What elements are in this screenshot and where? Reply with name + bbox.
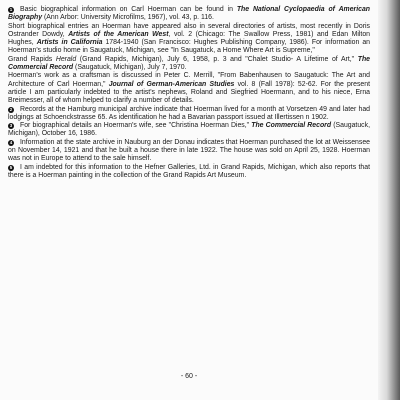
publication-title: The Commercial Record xyxy=(8,55,370,72)
endnote-paragraph xyxy=(8,122,370,139)
note-number-marker: 2 xyxy=(9,106,13,112)
publication-title: The National Cyclopaedia of American Biography xyxy=(8,6,370,22)
note-text: (Grand Rapids, Michigan), July 6, 1958, p. 3 and "Chalet Studio- A Lifetime of Art," xyxy=(76,55,358,63)
endnote-paragraph xyxy=(8,106,370,123)
note-text: Hoerman's work as a craftsman is discussed in Peter C. Merrill, "From Babenhausen to Saugatuck: The Art and Architecture of Carl Hoerman," xyxy=(8,72,370,88)
note-text: Basic biographical information on Carl Hoerman can be found in xyxy=(20,6,237,13)
note-text: (Saugatuck, Michigan), October 16, 1986. xyxy=(8,122,370,138)
endnote-paragraph xyxy=(8,72,370,105)
publication-title: The Commercial Record xyxy=(251,122,332,130)
page-number: - 60 - xyxy=(180,373,198,380)
endnote-paragraph xyxy=(8,6,370,23)
publication-title: Herald xyxy=(55,55,77,63)
note-number-marker: 4 xyxy=(9,139,13,145)
endnote-paragraph xyxy=(8,164,370,181)
note-number-marker: 1 xyxy=(9,7,13,12)
book-gutter-shadow xyxy=(378,0,400,400)
note-text: For biographical details an Hoerman's wife, see "Christina Hoerman Dies," xyxy=(20,122,252,130)
endnote-paragraph xyxy=(8,139,370,164)
note-text: Short biographical entries an Hoerman have appeared also in several directories of artists, most recently in Doris Ostrander Dowdy, xyxy=(8,22,370,38)
note-text: , vol. 2 (Chicago: The Swallow Press, 1981) and Edan Milton Hughes, xyxy=(8,30,370,47)
publication-title: Artists of the American West xyxy=(68,30,169,38)
note-number-marker: 5 xyxy=(9,164,13,170)
note-text: I am indebted for this information to the Hefner Galleries, Ltd. in Grand Rapids, Michigan, which also reports that there is a Hoerman painting in the collection of the Grand Rapids Art Museum. xyxy=(8,163,370,179)
note-text: Records at the Hamburg municipal archive indicate that Hoerman lived for a month at Vorsetzen 49 and later had lodgings at Schoenckstrasse 65. As identification he had a Bavarian passport issued at Illertissen n 1902. xyxy=(8,105,370,121)
note-text: Information at the state archive in Nauburg an der Donau indicates that Hoerman purchased the lot at Weissensee on November 14, 1921 and that he built a house there in late 1922. The house was sold on April 25, 1928. Hoerman was not in Europe to attend to the sale himself. xyxy=(8,138,370,163)
note-text: Grand Rapids xyxy=(8,55,56,63)
endnotes xyxy=(8,6,370,180)
endnote-paragraph xyxy=(8,56,370,73)
publication-title: Journal of German-American Studies xyxy=(108,80,235,88)
note-text: vol. 8 (Fall 1978): 52-62. For the present article I am particularly indebted to the artist's nephews, Roland and Siegfried Hoermann, and to his niece, Erna Breimesser, all of whom helped to clarify a number of details. xyxy=(8,80,371,105)
note-text: (Ann Arbor: University Microfilms, 1967), vol. 43, p. 116. xyxy=(42,14,214,22)
note-text: 1784-1940 (San Francisco: Hughes Publishing Company, 1986). For information an Hoerman's studio home in Saugatuck, Michigan, see "In Saugatuck, a Home Where Art is Supreme," xyxy=(8,39,370,55)
endnote-paragraph xyxy=(8,23,370,56)
publication-title: Artists in California xyxy=(36,39,103,47)
note-number-marker: 3 xyxy=(9,123,13,129)
note-text: (Saugatuck, Michigan), July 7, 1970. xyxy=(73,64,187,72)
